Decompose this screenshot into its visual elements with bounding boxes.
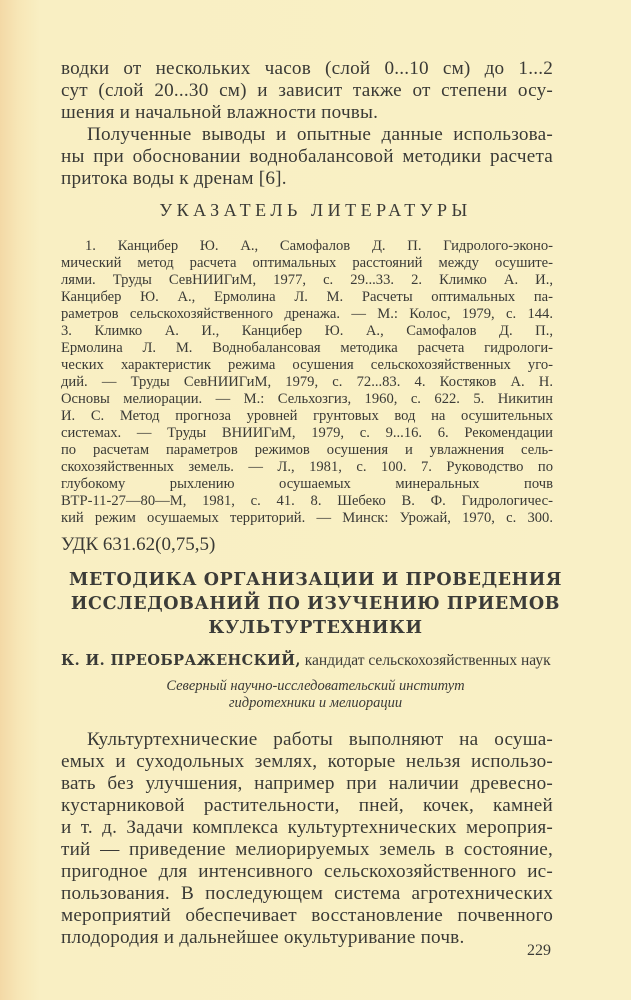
reference-line: И. С. Метод прогноза уровней грунтовых вод на осушительных bbox=[61, 408, 553, 424]
text-line: кустарниковой растительности, пней, кочек, камней bbox=[61, 795, 553, 816]
author-degree: кандидат сельскохозяйственных наук bbox=[304, 652, 551, 669]
reference-line: скохозяйственных земель. — Л., 1981, с. 100. 7. Руководство по bbox=[61, 459, 553, 475]
udk-code: УДК 631.62(0,75,5) bbox=[61, 534, 216, 555]
reference-line: системах. — Труды ВНИИГиМ, 1979, с. 9...16. 6. Рекомендации bbox=[61, 425, 553, 441]
reference-line: дий. — Труды СевНИИГиМ, 1979, с. 72...83. 4. Костяков А. Н. bbox=[61, 374, 553, 390]
reference-line: раметров сельскохозяйственного дренажа. — М.: Колос, 1979, с. 144. bbox=[61, 306, 553, 322]
article-title-line: МЕТОДИКА ОРГАНИЗАЦИИ И ПРОВЕДЕНИЯ bbox=[69, 570, 562, 590]
reference-line: глубокому рыхлению осушаемых минеральных почв bbox=[61, 476, 553, 492]
text-line: мероприятий обеспечивает восстановление почвенного bbox=[61, 905, 553, 926]
text-line: водки от нескольких часов (слой 0...10 см) до 1...2 bbox=[61, 58, 553, 79]
text-line: пользования. В последующем система агротехнических bbox=[61, 883, 553, 904]
text-line: и т. д. Задачи комплекса культуртехнических мероприя- bbox=[61, 817, 553, 838]
reference-line: мический метод расчета оптимальных расстояний между осушите- bbox=[61, 255, 553, 271]
text-line: емых и суходольных землях, которые нельзя использо- bbox=[61, 751, 553, 772]
text-line: шения и начальной влажности почвы. bbox=[61, 102, 379, 123]
reference-line: ческих характеристик режима осушения сельскохозяйственных уго- bbox=[61, 357, 553, 373]
text-line: пригодное для интенсивного сельскохозяйственного ис- bbox=[61, 861, 553, 882]
reference-line: по расчетам параметров режимов осушения и увлажнения сель- bbox=[61, 442, 553, 458]
author-name: К. И. ПРЕОБРАЖЕНСКИЙ, bbox=[61, 652, 301, 669]
references-heading: УКАЗАТЕЛЬ ЛИТЕРАТУРЫ bbox=[159, 200, 472, 220]
article-title-line: КУЛЬТУРТЕХНИКИ bbox=[208, 618, 423, 638]
reference-line: Ермолина Л. М. Воднобалансовая методика расчета гидрологи- bbox=[61, 340, 553, 356]
text-line: ны при обосновании воднобалансовой методики расчета bbox=[61, 146, 553, 167]
reference-line: 1. Канцибер Ю. А., Самофалов Д. П. Гидролого-эконо- bbox=[85, 238, 553, 254]
text-line: притока воды к дренам [6]. bbox=[61, 168, 287, 189]
reference-line: лями. Труды СевНИИГиМ, 1977, с. 29...33. 2. Климко А. И., bbox=[61, 272, 553, 288]
text-line: вать без улучшения, например при наличии древесно- bbox=[61, 773, 553, 794]
reference-line: кий режим осушаемых территорий. — Минск: Урожай, 1970, с. 300. bbox=[61, 510, 553, 526]
article-title-line: ИССЛЕДОВАНИЙ ПО ИЗУЧЕНИЮ ПРИЕМОВ bbox=[70, 594, 561, 614]
reference-line: Основы мелиорации. — М.: Сельхозгиз, 1960, с. 622. 5. Никитин bbox=[61, 391, 553, 407]
author-line bbox=[61, 652, 553, 670]
text-line: Полученные выводы и опытные данные использова- bbox=[87, 124, 553, 145]
reference-line: 3. Климко А. И., Канцибер Ю. А., Самофалов Д. П., bbox=[61, 323, 553, 339]
affiliation-line: гидротехники и мелиорации bbox=[228, 695, 403, 711]
reference-line: ВТР-11-27—80—М, 1981, с. 41. 8. Шебеко В. Ф. Гидрологичес- bbox=[61, 493, 553, 509]
text-line: тий — приведение мелиорируемых земель в состояние, bbox=[61, 839, 553, 860]
text-line: сут (слой 20...30 см) и зависит также от степени осу- bbox=[61, 80, 553, 101]
text-line: плодородия и дальнейшее окультуривание почв. bbox=[61, 927, 465, 948]
page-number: 229 bbox=[527, 942, 551, 959]
affiliation-line: Северный научно-исследовательский институт bbox=[166, 678, 465, 694]
text-line: Культуртехнические работы выполняют на осуша- bbox=[87, 729, 553, 750]
reference-line: Канцибер Ю. А., Ермолина Л. М. Расчеты оптимальных па- bbox=[61, 289, 553, 305]
